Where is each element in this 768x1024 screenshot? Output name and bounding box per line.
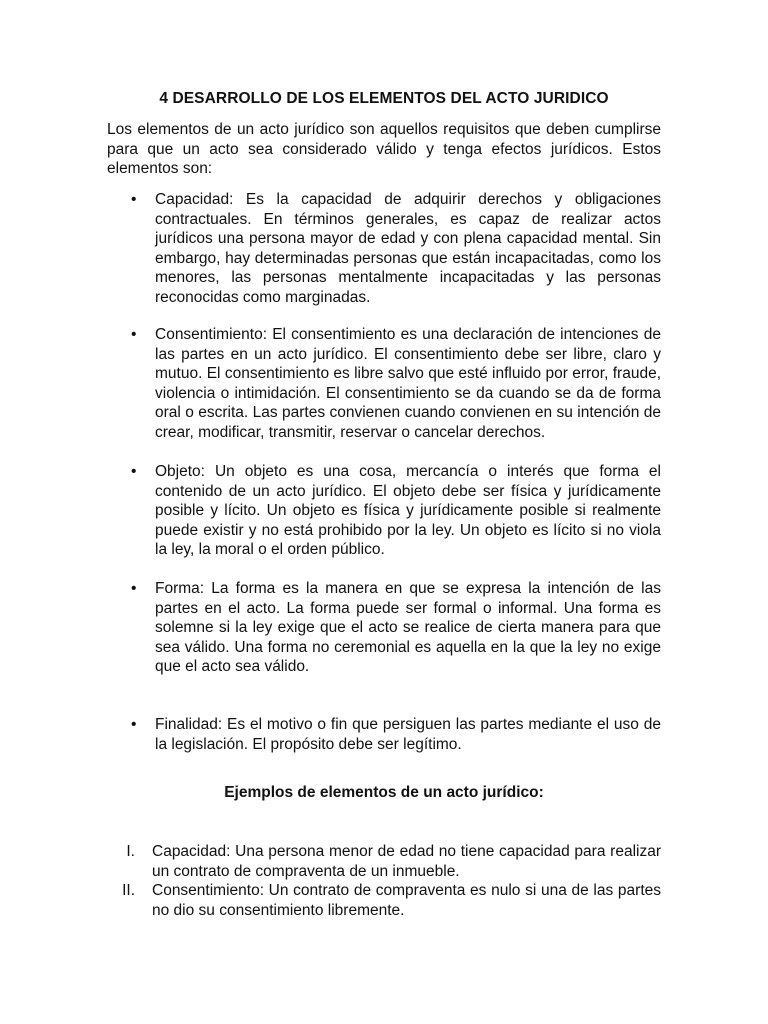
example-item bbox=[126, 842, 661, 881]
example-number: II. bbox=[122, 882, 135, 899]
document-title: 4 DESARROLLO DE LOS ELEMENTOS DEL ACTO JURIDICO bbox=[159, 90, 609, 107]
intro-paragraph: Los elementos de un acto jurídico son aquellos requisitos que deben cumplirse para que un acto sea considerado válido y tenga efectos jurídicos. Estos elementos son: bbox=[107, 121, 661, 178]
bullet-item-forma bbox=[131, 579, 661, 677]
examples-title: Ejemplos de elementos de un acto jurídico: bbox=[224, 784, 544, 801]
bullet-item-objeto bbox=[131, 462, 661, 560]
bullet-icon: • bbox=[131, 716, 137, 733]
example-text: Capacidad: Una persona menor de edad no tiene capacidad para realizar un contrato de compraventa de un inmueble. bbox=[152, 843, 661, 880]
bullet-item-capacidad bbox=[131, 190, 661, 308]
bullet-icon: • bbox=[131, 463, 137, 480]
bullet-text: Forma: La forma es la manera en que se expresa la intención de las partes en el acto. La forma puede ser formal o informal. Una forma es solemne si la ley exige que el acto se realice de cierta manera para que sea válido. Una forma no ceremonial es aquella en la que la ley no exige que el acto sea válido. bbox=[155, 580, 661, 676]
bullet-icon: • bbox=[131, 326, 137, 343]
example-text: Consentimiento: Un contrato de compraventa es nulo si una de las partes no dio su consentimiento libremente. bbox=[152, 882, 661, 919]
bullet-text: Capacidad: Es la capacidad de adquirir derechos y obligaciones contractuales. En términos generales, es capaz de realizar actos jurídicos una persona mayor de edad y con plena capacidad mental. Sin embargo, hay determinadas personas que están incapacitadas, como los menores, las personas mentalmente incapacitadas y las personas reconocidas como marginadas. bbox=[155, 191, 661, 306]
bullet-icon: • bbox=[131, 191, 137, 208]
bullet-icon: • bbox=[131, 580, 137, 597]
example-item bbox=[122, 881, 661, 920]
bullet-text: Objeto: Un objeto es una cosa, mercancía o interés que forma el contenido de un acto jurídico. El objeto debe ser física y jurídicamente posible y lícito. Un objeto es física y jurídicamente posible si realmente puede existir y no está prohibido por la ley. Un objeto es lícito si no viola la ley, la moral o el orden público. bbox=[155, 463, 661, 559]
bullet-item-consentimiento bbox=[131, 325, 661, 443]
bullet-text: Consentimiento: El consentimiento es una declaración de intenciones de las partes en un acto jurídico. El consentimiento debe ser libre, claro y mutuo. El consentimiento es libre salvo que esté influido por error, fraude, violencia o intimidación. El consentimiento se da cuando se da de forma oral o escrita. Las partes convienen cuando convienen en su intención de crear, modificar, transmitir, reservar o cancelar derechos. bbox=[155, 326, 661, 441]
example-number: I. bbox=[126, 843, 135, 860]
bullet-text: Finalidad: Es el motivo o fin que persiguen las partes mediante el uso de la legislación. El propósito debe ser legítimo. bbox=[155, 716, 661, 753]
bullet-item-finalidad bbox=[131, 715, 661, 754]
